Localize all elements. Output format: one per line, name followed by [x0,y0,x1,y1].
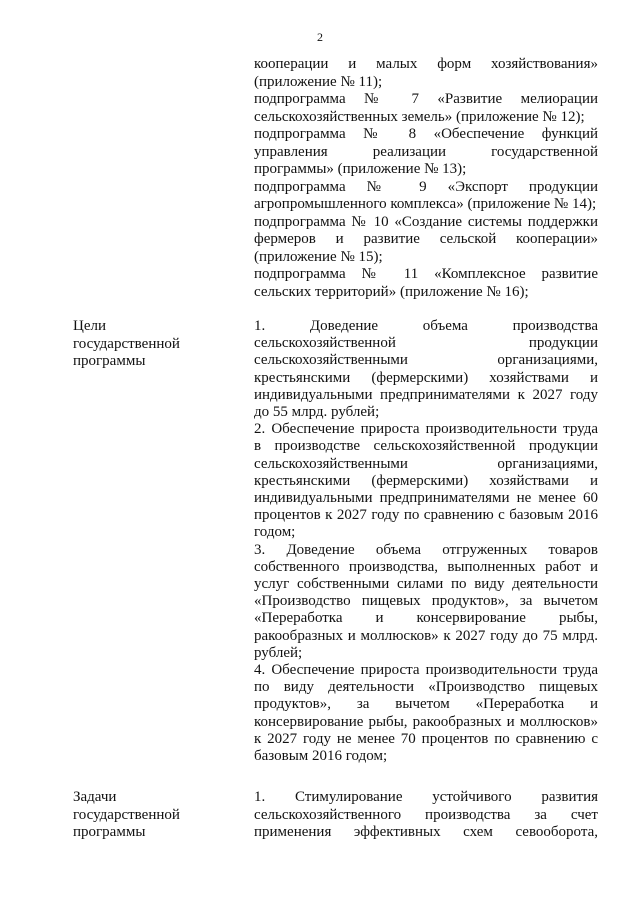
goal-item: 1. Доведение объема производства сельскохозяйственной продукции сельскохозяйственными организациями, крестьянскими (фермерскими) хозяйствами и индивидуальными предпринимателями к 2027 году до 55 млрд. рублей; [254,318,598,421]
subprogram-item: подпрограмма № 10 «Создание системы поддержки фермеров и развитие сельской кооперации» (приложение № 15); [254,213,598,265]
goals-label: Цели государственной программы [73,318,180,369]
tasks-list [254,789,598,842]
subprogram-item: подпрограмма № 8 «Обеспечение функций управления реализации государственной программы» (приложение № 13); [254,126,598,177]
task-item: 1. Стимулирование устойчивого развития сельскохозяйственного производства за счет применения эффективных схем севооборота, [254,789,598,840]
subprograms-list [254,56,598,301]
goal-item: 2. Обеспечение прироста производительности труда в производстве сельскохозяйственной продукции сельскохозяйственными организациями, крестьянскими (фермерскими) хозяйствами и индивидуальными предпринимателями не менее 60 процентов к 2027 году по сравнению с базовым 2016 годом; [254,421,598,541]
tasks-label: Задачи государственной программы [73,789,180,840]
subprogram-item: подпрограмма № 7 «Развитие мелиорации сельскохозяйственных земель» (приложение № 12); [254,91,598,125]
goal-item: 4. Обеспечение прироста производительности труда по виду деятельности «Производство пищевых продуктов», за вычетом «Переработка и консервирование рыбы, ракообразных и моллюсков» к 2027 году не менее 70 процентов по сравнению с базовым 2016 годом; [254,662,598,765]
page-number: 2 [317,30,323,44]
subprogram-item: подпрограмма № 9 «Экспорт продукции агропромышленного комплекса» (приложение № 14); [254,178,598,212]
subprogram-item: подпрограмма № 11 «Комплексное развитие сельских территорий» (приложение № 16); [254,266,598,300]
goal-item: 3. Доведение объема отгруженных товаров собственного производства, выполненных работ и услуг собственными силами по виду деятельности «Производство пищевых продуктов», за вычетом «Переработка и консервирование рыбы, ракообразных и моллюсков» к 2027 году до 75 млрд. рублей; [254,541,598,661]
goals-list [254,318,598,765]
subprogram-continuation: кооперации и малых форм хозяйствования» (приложение № 11); [254,56,598,90]
